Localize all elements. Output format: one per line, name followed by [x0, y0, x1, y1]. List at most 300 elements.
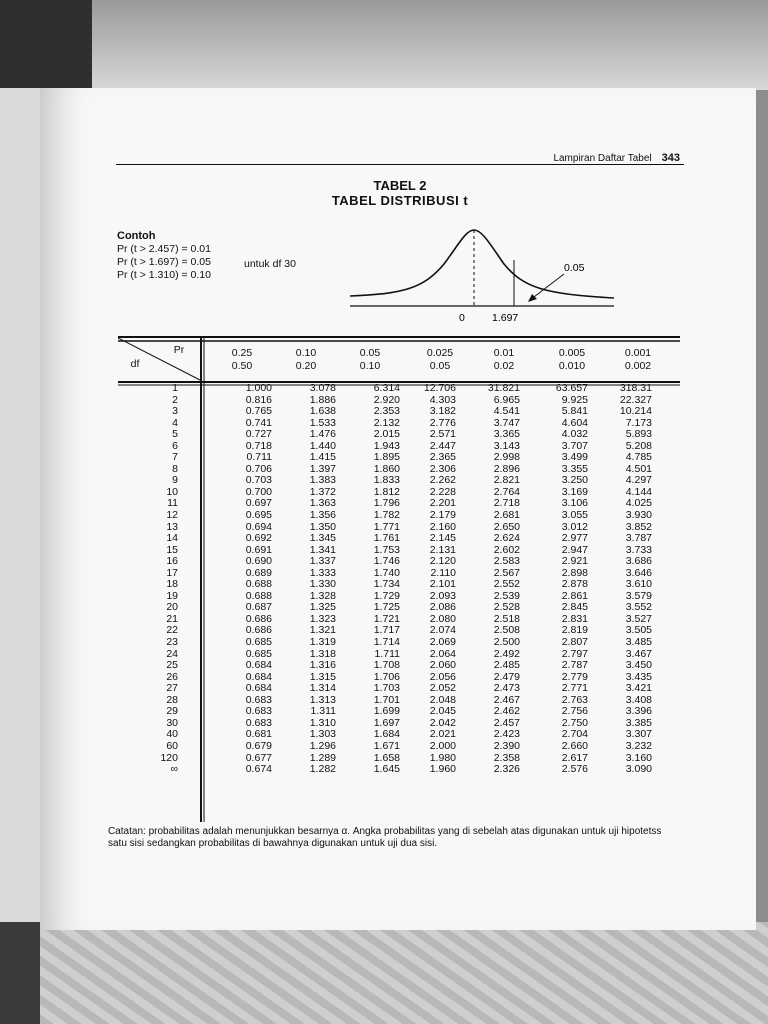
table-cell: 3.355	[561, 462, 588, 475]
table-cell: 3.365	[493, 428, 520, 441]
pr-two-tail: 0.50	[231, 360, 253, 372]
table-cell: 2.390	[493, 739, 520, 752]
pr-two-tail: 0.010	[558, 360, 586, 372]
example-line: Pr (t > 2.457) = 0.01	[117, 243, 211, 255]
t-distribution-curve	[344, 222, 644, 332]
table-cell: 11	[167, 497, 178, 510]
table-cell: 2.492	[493, 647, 520, 660]
table-cell: 3.485	[625, 636, 652, 649]
table-cell: 2.160	[429, 520, 456, 533]
table-cell: 2.779	[561, 670, 588, 683]
table-cell: 4.303	[429, 393, 456, 406]
zero-label: 0	[459, 312, 465, 324]
table-number: TABEL 2	[373, 178, 427, 193]
table-cell: 63.657	[555, 382, 588, 394]
table-cell: 7	[172, 451, 178, 464]
table-cell: 2.576	[561, 763, 588, 776]
pr-two-tail: 0.02	[493, 360, 515, 372]
table-cell: 2.518	[493, 612, 520, 625]
table-cell: 4.144	[625, 485, 652, 498]
table-cell: 2.764	[493, 485, 520, 498]
example-df-note: untuk df 30	[244, 258, 296, 270]
table-cell: 2.228	[429, 485, 456, 498]
table-cell: 24	[166, 647, 178, 660]
table-cell: 1.721	[373, 612, 400, 625]
table-cell: 0.703	[245, 474, 272, 487]
table-cell: 0.683	[245, 716, 272, 729]
table-cell: 2.878	[561, 578, 588, 591]
table-cell: 20	[166, 601, 178, 614]
table-cell: 3.421	[625, 682, 652, 695]
table-cell: 3.733	[625, 543, 652, 556]
table-cell: 1.734	[373, 578, 400, 591]
pr-two-tail: 0.20	[295, 360, 317, 372]
table-cell: 2.617	[561, 751, 588, 764]
table-cell: 2.052	[429, 682, 456, 695]
table-cell: 0.700	[245, 485, 272, 498]
table-title: TABEL DISTRIBUSI t	[331, 193, 469, 208]
table-cell: 2.819	[561, 624, 588, 637]
table-cell: 2.021	[429, 728, 456, 741]
table-cell: 3.182	[429, 405, 456, 418]
table-cell: 0.674	[245, 763, 272, 776]
table-cell: 3.707	[561, 439, 588, 452]
table-cell: 1.323	[309, 612, 336, 625]
table-cell: 4.785	[625, 451, 652, 464]
table-cell: 28	[166, 693, 178, 706]
table-cell: 2.086	[429, 601, 456, 614]
table-cell: 1.740	[373, 566, 400, 579]
table-cell: 2.821	[493, 474, 520, 487]
table-cell: 13	[166, 520, 178, 533]
table-cell: 4	[172, 416, 178, 429]
table-cell: 1.363	[309, 497, 336, 510]
table-cell: 1.658	[373, 751, 400, 764]
table-cell: 2.473	[493, 682, 520, 695]
table-cell: 1.833	[373, 474, 400, 487]
table-cell: 1	[172, 382, 178, 394]
critical-value-label: 1.697	[492, 312, 519, 324]
table-cell: 2.015	[373, 428, 400, 441]
table-cell: 0.686	[245, 624, 272, 637]
table-cell: 2.462	[493, 705, 520, 718]
table-cell: 1.761	[373, 532, 400, 545]
df-column	[148, 383, 178, 776]
table-cell: 1.333	[309, 566, 336, 579]
table-cell: 18	[166, 578, 178, 591]
table-cell: 1.328	[309, 589, 336, 602]
table-cell: 9.925	[561, 393, 588, 406]
table-cell: 1.943	[373, 439, 400, 452]
table-cell: 1.711	[374, 647, 400, 660]
table-cell: 1.314	[309, 682, 336, 695]
scan-dark-corner	[0, 0, 92, 88]
table-cell: 1.812	[373, 485, 400, 498]
table-cell: 0.687	[245, 601, 272, 614]
table-cell: 2.704	[561, 728, 588, 741]
table-cell: 4.025	[625, 497, 652, 510]
pr-one-tail: 0.05	[359, 347, 381, 359]
table-cell: 1.697	[373, 716, 400, 729]
table-cell: 0.685	[245, 647, 272, 660]
table-cell: 16	[166, 555, 178, 568]
table-cell: 2.787	[561, 659, 588, 672]
table-cell: 2.326	[493, 763, 520, 776]
table-cell: 26	[166, 670, 178, 683]
table-cell: 1.886	[309, 393, 336, 406]
table-cell: 0.765	[245, 405, 272, 418]
table-cell: 3.505	[625, 624, 652, 637]
pr-one-tail: 0.01	[493, 347, 515, 359]
table-cell: 0.688	[245, 578, 272, 591]
table-cell: 1.729	[373, 589, 400, 602]
table-cell: 2.898	[561, 566, 588, 579]
corner-df-label: df	[130, 358, 140, 370]
table-cell: 5.841	[561, 405, 588, 418]
table-cell: 3.143	[493, 439, 520, 452]
table-cell: 2.921	[561, 555, 588, 568]
table-cell: 2.500	[493, 636, 520, 649]
table-cell: 1.671	[373, 739, 400, 752]
table-cell: 22	[166, 624, 178, 637]
table-cell: 29	[166, 705, 178, 718]
table-cell: 12.706	[423, 382, 456, 394]
table-cell: 1.645	[373, 763, 400, 776]
table-cell: 2.567	[493, 566, 520, 579]
table-cell: 2.447	[429, 439, 456, 452]
table-cell: 1.321	[309, 624, 336, 637]
table-cell: 6	[172, 439, 178, 452]
table-cell: 3.307	[625, 728, 652, 741]
table-cell: 3.787	[625, 532, 652, 545]
table-cell: 1.372	[309, 485, 336, 498]
table-cell: 1.315	[309, 670, 336, 683]
pr-header-cell	[548, 347, 596, 373]
table-cell: 1.296	[309, 739, 336, 752]
table-cell: 3.232	[625, 739, 652, 752]
table-cell: 8	[172, 462, 178, 475]
pr-header-cell	[282, 347, 330, 373]
value-column	[282, 383, 336, 776]
table-cell: 2.977	[561, 532, 588, 545]
table-cell: 0.679	[245, 739, 272, 752]
table-cell: 0.692	[245, 532, 272, 545]
table-cell: 2.306	[429, 462, 456, 475]
table-cell: 2.479	[493, 670, 520, 683]
pr-two-tail: 0.10	[359, 360, 381, 372]
table-cell: 1.782	[373, 509, 400, 522]
table-cell: 4.032	[561, 428, 588, 441]
table-cell: 3.250	[561, 474, 588, 487]
table-cell: 3.610	[625, 578, 652, 591]
table-cell: 5.893	[625, 428, 652, 441]
table-cell: 1.337	[309, 555, 336, 568]
table-cell: 2.120	[429, 555, 456, 568]
table-cell: 3.385	[625, 716, 652, 729]
table-cell: 4.297	[625, 474, 652, 487]
table-cell: 3.527	[625, 612, 652, 625]
table-cell: 1.397	[309, 462, 336, 475]
table-cell: 1.440	[309, 439, 336, 452]
table-cell: 0.697	[245, 497, 272, 510]
table-cell: 2.064	[429, 647, 456, 660]
pr-header-cell	[218, 347, 266, 373]
table-cell: 0.686	[245, 612, 272, 625]
table-cell: 2.201	[429, 497, 456, 510]
table-cell: 2.861	[561, 589, 588, 602]
table-cell: 1.725	[373, 601, 400, 614]
pr-one-tail: 0.001	[624, 347, 652, 359]
table-cell: 10.214	[619, 405, 652, 418]
table-cell: 0.684	[245, 682, 272, 695]
table-cell: 21	[166, 612, 178, 625]
example-line: Pr (t > 1.310) = 0.10	[117, 269, 211, 281]
table-cell: 2.845	[561, 601, 588, 614]
table-cell: 2.353	[373, 405, 400, 418]
table-cell: 17	[166, 566, 178, 579]
table-cell: 1.383	[309, 474, 336, 487]
table-cell: 0.711	[246, 451, 272, 464]
value-column	[218, 383, 272, 776]
table-cell: 3.450	[625, 659, 652, 672]
table-cell: ∞	[170, 763, 178, 776]
table-cell: 2.681	[493, 509, 520, 522]
table-cell: 2.920	[373, 393, 400, 406]
table-cell: 3.396	[625, 705, 652, 718]
table-cell: 3.747	[493, 416, 520, 429]
table-cell: 3.579	[625, 589, 652, 602]
table-cell: 6.314	[373, 382, 400, 394]
table-cell: 2.074	[429, 624, 456, 637]
table-cell: 14	[166, 532, 178, 545]
running-header-text: Lampiran Daftar Tabel	[553, 153, 652, 164]
table-cell: 0.681	[245, 728, 272, 741]
table-cell: 2.056	[429, 670, 456, 683]
table-cell: 1.319	[309, 636, 336, 649]
table-cell: 2.539	[493, 589, 520, 602]
table-cell: 3.055	[561, 509, 588, 522]
table-cell: 31.821	[487, 382, 520, 394]
table-cell: 1.895	[373, 451, 400, 464]
table-cell: 4.501	[625, 462, 652, 475]
table-cell: 1.684	[373, 728, 400, 741]
table-cell: 3.467	[625, 647, 652, 660]
table-cell: 3.435	[625, 670, 652, 683]
table-cell: 2.131	[429, 543, 456, 556]
table-cell: 22.327	[619, 393, 652, 406]
table-cell: 25	[166, 659, 178, 672]
table-cell: 3.090	[625, 763, 652, 776]
table-cell: 1.313	[309, 693, 336, 706]
table-cell: 2.048	[429, 693, 456, 706]
table-cell: 2.508	[493, 624, 520, 637]
scan-background-top	[0, 0, 768, 90]
table-cell: 1.860	[373, 462, 400, 475]
table-cell: 1.980	[429, 751, 456, 764]
table-cell: 2.101	[429, 578, 456, 591]
table-cell: 0.691	[245, 543, 272, 556]
pr-header-cell	[346, 347, 394, 373]
table-cell: 1.714	[373, 636, 400, 649]
table-cell: 2.060	[429, 659, 456, 672]
table-cell: 0.683	[245, 705, 272, 718]
table-cell: 2	[172, 393, 178, 406]
running-header	[480, 152, 680, 164]
table-cell: 12	[166, 509, 178, 522]
table-cell: 3.012	[561, 520, 588, 533]
pr-two-tail: 0.05	[429, 360, 451, 372]
table-cell: 1.341	[309, 543, 336, 556]
table-cell: 10	[166, 485, 178, 498]
table-cell: 3	[172, 405, 178, 418]
pr-header-cell	[416, 347, 464, 373]
table-note: Catatan: probabilitas adalah menunjukkan besarnya α. Angka probabilitas yang di sebelah atas digunakan untuk uji hipotetss satu sisi sedangkan probabilitas di bawahnya digunakan untuk uji dua sisi.	[108, 826, 662, 849]
value-column	[598, 383, 652, 776]
value-column	[402, 383, 456, 776]
table-cell: 318.31	[619, 382, 652, 394]
table-cell: 1.345	[309, 532, 336, 545]
table-cell: 2.763	[561, 693, 588, 706]
table-cell: 60	[166, 739, 178, 752]
table-cell: 1.415	[309, 451, 336, 464]
table-cell: 2.807	[561, 636, 588, 649]
table-cell: 2.069	[429, 636, 456, 649]
table-cell: 0.694	[245, 520, 272, 533]
table-cell: 0.688	[245, 589, 272, 602]
table-cell: 1.638	[309, 405, 336, 418]
table-cell: 2.776	[429, 416, 456, 429]
table-cell: 2.132	[373, 416, 400, 429]
table-cell: 1.318	[309, 647, 336, 660]
table-cell: 2.080	[429, 612, 456, 625]
table-cell: 3.408	[625, 693, 652, 706]
table-cell: 2.750	[561, 716, 588, 729]
table-cell: 4.604	[561, 416, 588, 429]
table-cell: 1.476	[309, 428, 336, 441]
table-cell: 2.467	[493, 693, 520, 706]
table-cell: 19	[166, 589, 178, 602]
table-cell: 1.289	[309, 751, 336, 764]
table-cell: 9	[172, 474, 178, 487]
table-cell: 15	[166, 543, 178, 556]
table-cell: 2.660	[561, 739, 588, 752]
table-cell: 0.685	[245, 636, 272, 649]
table-cell: 2.896	[493, 462, 520, 475]
table-cell: 3.686	[625, 555, 652, 568]
table-cell: 1.356	[309, 509, 336, 522]
table-cell: 1.717	[373, 624, 400, 637]
table-cell: 0.706	[245, 462, 272, 475]
table-cell: 2.756	[561, 705, 588, 718]
table-cell: 0.816	[245, 393, 272, 406]
table-cell: 2.262	[429, 474, 456, 487]
table-cell: 3.930	[625, 509, 652, 522]
table-cell: 2.000	[429, 739, 456, 752]
table-cell: 0.684	[245, 670, 272, 683]
table-cell: 2.771	[561, 682, 588, 695]
table-cell: 1.303	[309, 728, 336, 741]
table-cell: 4.541	[493, 405, 520, 418]
table-cell: 0.677	[245, 751, 272, 764]
table-cell: 2.045	[429, 705, 456, 718]
table-cell: 2.571	[429, 428, 456, 441]
table-cell: 3.169	[561, 485, 588, 498]
table-cell: 2.457	[493, 716, 520, 729]
table-cell: 30	[166, 716, 178, 729]
table-cell: 1.282	[309, 763, 336, 776]
table-cell: 2.093	[429, 589, 456, 602]
table-cell: 23	[166, 636, 178, 649]
table-cell: 1.753	[373, 543, 400, 556]
pr-two-tail: 0.002	[624, 360, 652, 372]
table-cell: 1.350	[309, 520, 336, 533]
pr-one-tail: 0.025	[426, 347, 454, 359]
table-cell: 3.499	[561, 451, 588, 464]
table-cell: 0.718	[245, 439, 272, 452]
table-cell: 1.325	[309, 601, 336, 614]
table-cell: 2.947	[561, 543, 588, 556]
table-cell: 0.684	[245, 659, 272, 672]
table-cell: 0.689	[245, 566, 272, 579]
pr-one-tail: 0.25	[231, 347, 253, 359]
table-cell: 3.078	[309, 382, 336, 394]
table-cell: 3.646	[625, 566, 652, 579]
value-column	[346, 383, 400, 776]
table-cell: 2.145	[429, 532, 456, 545]
table-cell: 2.179	[429, 509, 456, 522]
table-cell: 1.310	[309, 716, 336, 729]
table-cell: 2.831	[561, 612, 588, 625]
table-cell: 1.701	[373, 693, 400, 706]
table-cell: 1.703	[373, 682, 400, 695]
table-cell: 2.423	[493, 728, 520, 741]
scan-background-bottom	[40, 922, 768, 1024]
table-cell: 1.771	[373, 520, 400, 533]
table-cell: 1.311	[310, 705, 336, 718]
table-cell: 1.796	[373, 497, 400, 510]
table-cell: 6.965	[493, 393, 520, 406]
pr-header-cell	[614, 347, 662, 373]
table-cell: 40	[166, 728, 178, 741]
table-cell: 2.583	[493, 555, 520, 568]
table-cell: 5.208	[625, 439, 652, 452]
table-cell: 1.746	[373, 555, 400, 568]
table-cell: 2.358	[493, 751, 520, 764]
table-cell: 2.042	[429, 716, 456, 729]
table-cell: 0.727	[245, 428, 272, 441]
table-cell: 0.690	[245, 555, 272, 568]
table-cell: 1.000	[245, 382, 272, 394]
table-cell: 3.552	[625, 601, 652, 614]
table-cell: 1.330	[309, 578, 336, 591]
example-line: Pr (t > 1.697) = 0.05	[117, 256, 211, 268]
pr-one-tail: 0.005	[558, 347, 586, 359]
table-cell: 2.528	[493, 601, 520, 614]
scan-left-edge	[0, 88, 40, 922]
corner-pr-label: Pr	[173, 344, 185, 356]
table-cell: 1.699	[373, 705, 400, 718]
table-cell: 1.316	[309, 659, 336, 672]
table-cell: 0.695	[245, 509, 272, 522]
table-cell: 3.106	[561, 497, 588, 510]
page-number: 343	[661, 152, 680, 164]
table-cell: 120	[160, 751, 178, 764]
table-cell: 2.485	[493, 659, 520, 672]
table-cell: 1.708	[373, 659, 400, 672]
area-label: 0.05	[564, 262, 585, 274]
table-cell: 2.602	[493, 543, 520, 556]
table-cell: 3.852	[625, 520, 652, 533]
